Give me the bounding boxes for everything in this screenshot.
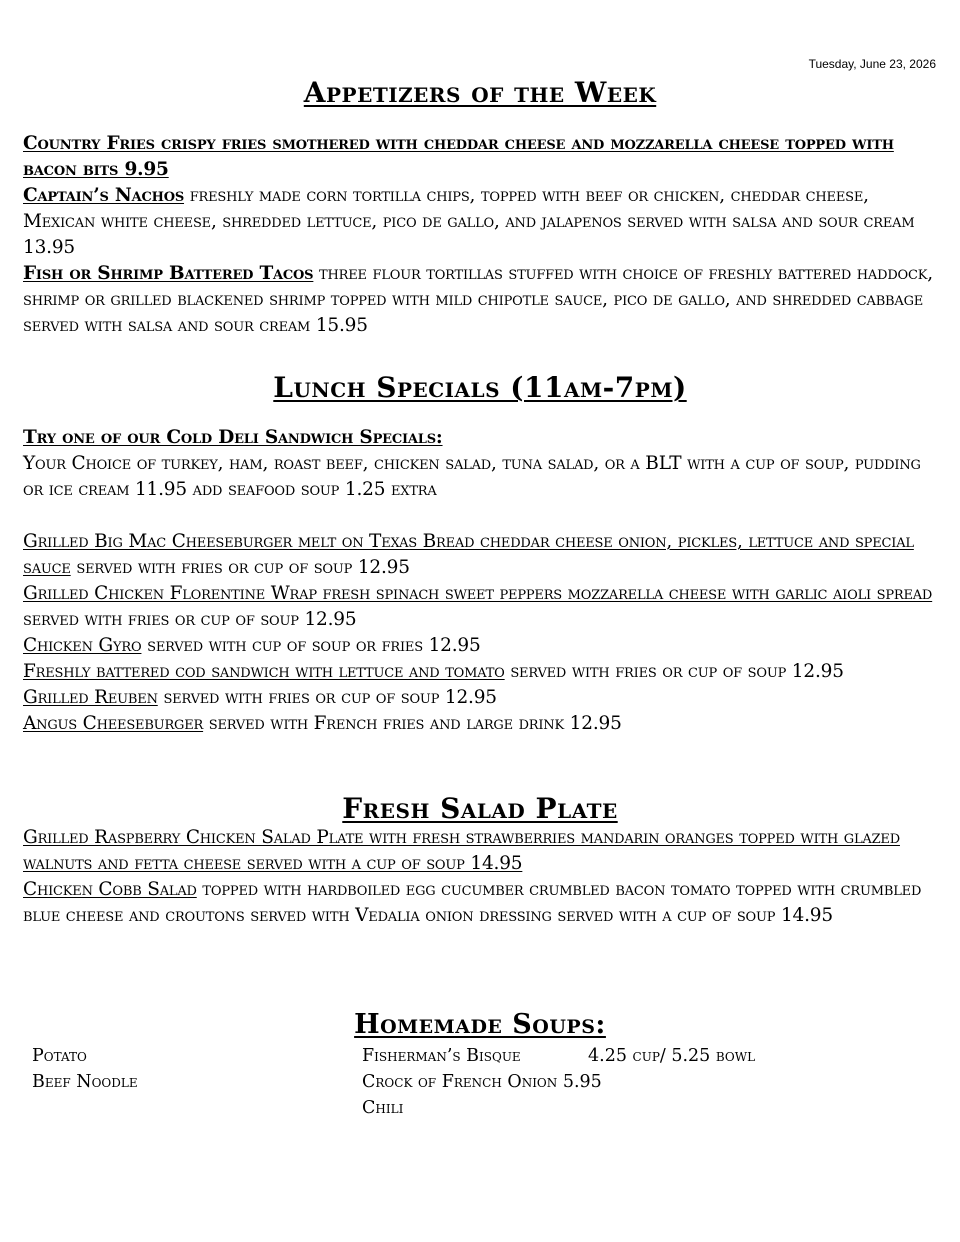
lunch-item-desc: served with fries or cup of soup 12.95 — [70, 557, 410, 578]
menu-date: Tuesday, June 23, 2026 — [808, 57, 936, 71]
salad-item — [23, 877, 938, 929]
lunch-item-name: Freshly battered cod sandwich with lettuce and tomato — [23, 661, 505, 682]
appetizer-name: Country Fries crispy fries smothered with cheddar cheese and mozzarella cheese topped with bacon bits 9.95 — [23, 133, 894, 180]
appetizer-item — [23, 131, 938, 183]
lunch-item-desc: served with cup of soup or fries 12.95 — [141, 635, 481, 656]
salad-heading: Fresh Salad Plate — [342, 792, 618, 825]
lunch-item-desc: served with fries or cup of soup 12.95 — [23, 609, 357, 630]
lunch-item-name: Grilled Big Mac Cheeseburger melt on Texas Bread cheddar cheese onion, pickles, lettuce and special sauce — [23, 531, 914, 578]
soup-item: Fisherman’s Bisque — [362, 1046, 521, 1066]
lunch-item-desc: served with fries or cup of soup 12.95 — [504, 661, 844, 682]
lunch-heading: Lunch Specials (11am-7pm) — [273, 371, 687, 404]
lunch-section — [23, 425, 938, 737]
salad-item — [23, 825, 938, 877]
soup-item: Chili — [362, 1098, 404, 1118]
lunch-item-desc: served with French fries and large drink 12.95 — [203, 713, 622, 734]
soups-column-left — [32, 1043, 138, 1095]
appetizer-item — [23, 183, 938, 261]
lunch-item — [23, 659, 938, 685]
appetizer-desc: freshly made corn tortilla chips, topped with beef or chicken, cheddar cheese, Mexican white cheese, shredded lettuce, pico de gallo, and jalapenos served with salsa and sour cream 13.95 — [23, 185, 915, 258]
appetizer-name: Captain’s Nachos — [23, 185, 185, 206]
soups-column-right — [362, 1043, 602, 1121]
lunch-item — [23, 529, 938, 581]
lunch-item-name: Chicken Gyro — [23, 635, 142, 656]
lunch-item — [23, 581, 938, 633]
salad-item-desc: topped with hardboiled egg cucumber crumbled bacon tomato topped with crumbled blue cheese and croutons served with Vedalia onion dressing served with a cup of soup 14.95 — [23, 879, 922, 926]
salad-section — [23, 825, 938, 929]
deli-desc: Your Choice of turkey, ham, roast beef, chicken salad, tuna salad, or a BLT with a cup of soup, pudding or ice cream 11.95 add seafood soup 1.25 extra — [23, 453, 921, 500]
appetizers-heading: Appetizers of the Week — [303, 76, 657, 109]
lunch-item — [23, 685, 938, 711]
soup-item: Crock of French Onion 5.95 — [362, 1072, 602, 1092]
lunch-item — [23, 633, 938, 659]
lunch-item-name: Angus Cheeseburger — [23, 713, 204, 734]
deli-title: Try one of our Cold Deli Sandwich Specials: — [23, 427, 443, 448]
soup-price — [588, 1043, 755, 1069]
appetizer-desc: three flour tortillas stuffed with choice of freshly battered haddock, shrimp or grilled blackened shrimp topped with mild chipotle sauce, pico de gallo, and shredded cabbage served with salsa and sour cream 15.95 — [23, 263, 933, 336]
soups-heading: Homemade Soups: — [354, 1009, 606, 1040]
appetizer-item — [23, 261, 938, 339]
appetizers-section — [23, 131, 938, 339]
salad-item-name: Grilled Raspberry Chicken Salad Plate with fresh strawberries mandarin oranges topped with glazed walnuts and fetta cheese served with a cup of soup 14.95 — [23, 827, 900, 874]
soup-price-text: 4.25 cup/ 5.25 bowl — [588, 1046, 756, 1066]
soup-item: Potato — [32, 1046, 87, 1066]
lunch-item-name: Grilled Chicken Florentine Wrap fresh spinach sweet peppers mozzarella cheese with garlic aioli spread — [23, 583, 933, 604]
appetizer-name: Fish or Shrimp Battered Tacos — [23, 263, 314, 284]
salad-item-name: Chicken Cobb Salad — [23, 879, 197, 900]
lunch-item — [23, 711, 938, 737]
soup-item: Beef Noodle — [32, 1072, 138, 1092]
lunch-item-name: Grilled Reuben — [23, 687, 158, 708]
lunch-item-desc: served with fries or cup of soup 12.95 — [157, 687, 497, 708]
